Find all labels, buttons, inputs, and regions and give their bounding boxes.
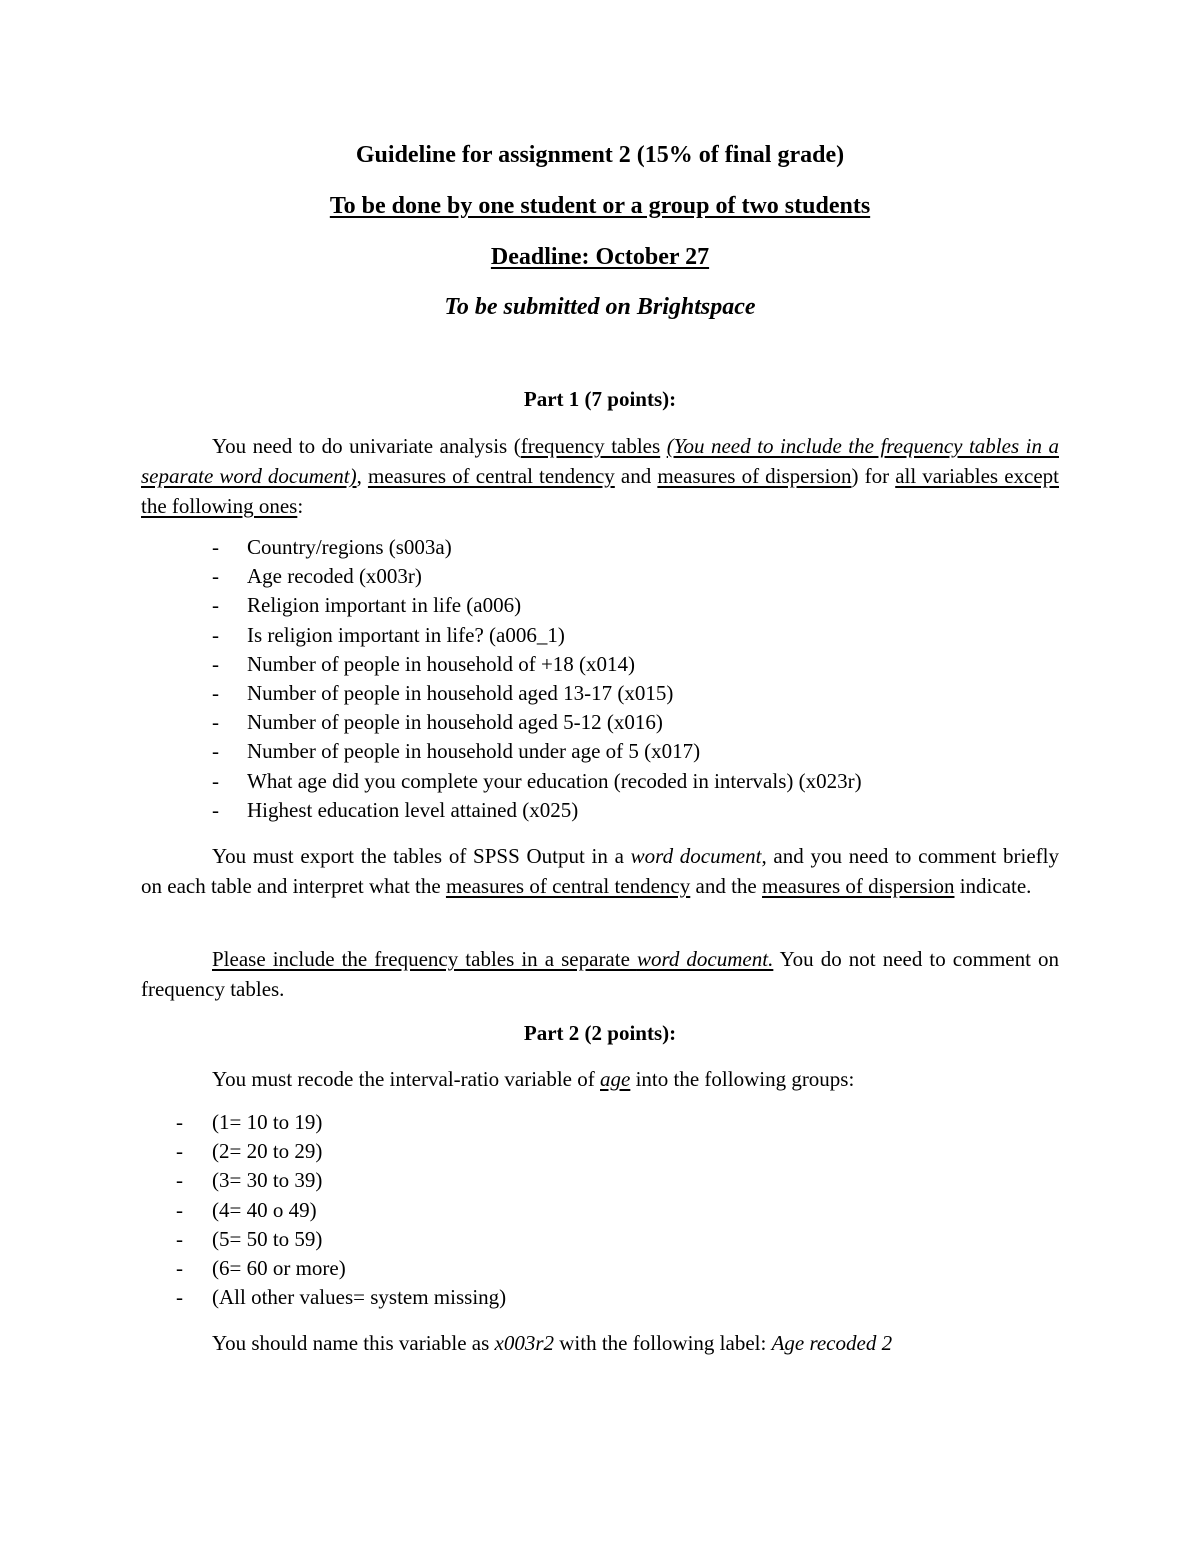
list-marker: - (176, 1139, 183, 1164)
list-marker: - (212, 593, 219, 618)
frequency-table-note: Please include the frequency tables in a separate word document. You do not need to comment on frequency tables. (141, 947, 1059, 1001)
list-marker: - (176, 1168, 183, 1193)
part2-heading: Part 2 (2 points): (523, 1021, 677, 1045)
part1-heading: Part 1 (7 points): (523, 387, 677, 411)
recode-instructions: You must recode the interval-ratio variable of age into the following groups: (212, 1067, 855, 1091)
document-title: Guideline for assignment 2 (15% of final grade) (355, 142, 845, 168)
list-marker: - (176, 1110, 183, 1134)
list-marker: - (212, 739, 219, 764)
list-marker: - (212, 680, 219, 705)
list-marker: - (176, 1285, 183, 1310)
export-instructions: You must export the tables of SPSS Output in a word document, and you need to comment briefly on each table and interpret what the measures of central tendency and the measures of dispersion indicate. (141, 844, 1059, 898)
part1-intro: You need to do univariate analysis (frequency tables (You need to include the frequency tables in a separate word document), measures of central tendency and measures of dispersion) for all variables except the following ones: (141, 434, 1059, 518)
list-marker: - (212, 622, 219, 647)
list-marker: - (212, 564, 219, 589)
list-marker: - (212, 651, 219, 676)
list-marker: - (176, 1197, 183, 1222)
group-note: To be done by one student or a group of two students (329, 193, 871, 219)
list-marker: - (212, 768, 219, 793)
list-marker: - (212, 710, 219, 735)
list-marker: - (176, 1226, 183, 1251)
deadline: Deadline: October 27 (490, 244, 710, 270)
submission-note: To be submitted on Brightspace (444, 294, 756, 320)
variable-naming-instructions: You should name this variable as x003r2 with the following label: Age recoded 2 (212, 1331, 893, 1355)
list-marker: - (212, 797, 219, 822)
list-marker: - (212, 535, 219, 559)
list-marker: - (176, 1255, 183, 1280)
document-page: Guideline for assignment 2 (15% of final grade) To be done by one student or a group of two students Deadline: October 27 To be submitted on Brightspace Part 1 (7 points): You need to do univariate analysis (frequency tables (You need to include the frequency tables in a separate word document), measures of central tendency and measures of dispersion) for all variables except the following ones: - Country/regions (s003a) - Age recoded (x003r) - Religion important in life (a006) - Is religion important in life? (a006_1) - Number of people in household of +18 (x014) - Number of people in household aged 13-17 (x015) - Number of people in household aged 5-12 (x016) - Number of people in household under age of 5 (x017) - What age did you complete your education (recoded in intervals) (x023r) - Highest education level attained (x025) You must export the tables of SPSS Output in a word document, and you need to comment briefly on each table and interpret what the measures of central tendency and the measures of dispersion indicate. Please include the frequency tables in a separate word document. You do not need to comment on frequency tables. Part 2 (2 points): You must recode the interval-ratio variable of age into the following groups: - (1= 10 to 19) - (2= 20 to 29) - (3= 30 to 39) - (4= 40 o 49) - (5= 50 to 59) - (6= 60 or more) - (All other values= system missing) You should name this variable as x003r2 with the following label: Age recoded 2 (0, 0, 1200, 1553)
